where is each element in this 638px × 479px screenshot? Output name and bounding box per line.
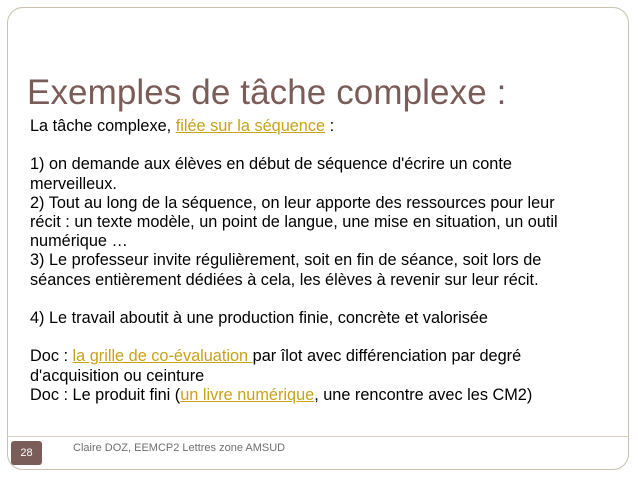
spacer [30, 136, 615, 155]
intro-text: La tâche complexe, [30, 117, 176, 135]
spacer [30, 290, 615, 309]
spacer [30, 328, 615, 347]
doc-1-line-1 [30, 347, 615, 366]
item-2-line-1: 2) Tout au long de la séquence, on leur apporte des ressources pour leur [30, 193, 555, 212]
digital-book-link[interactable]: un livre numérique [180, 385, 315, 404]
doc-2-label: Doc : Le produit fini ( [30, 385, 181, 404]
item-4: 4) Le travail aboutit à une production finie, concrète et valorisée [30, 309, 488, 327]
doc-2-line [30, 386, 615, 405]
slide-body [30, 117, 615, 405]
intro-line [30, 117, 615, 136]
item-1-line-1: 1) on demande aux élèves en début de séquence d'écrire un conte [30, 155, 512, 174]
item-2-line-3: numérique … [30, 232, 128, 251]
doc-1-text: par îlot avec différenciation par degré [252, 347, 522, 366]
co-evaluation-grid-link[interactable]: la grille de co-évaluation [72, 347, 253, 366]
sequence-link[interactable]: filée sur la séquence [175, 117, 326, 135]
slide-title: Exemples de tâche complexe : [27, 73, 507, 112]
footer-divider [7, 436, 629, 437]
item-3-line-1: 3) Le professeur invite régulièrement, soit en fin de séance, soit lors de [30, 251, 542, 270]
item-1-line-2: merveilleux. [30, 174, 117, 193]
intro-colon: : [325, 117, 335, 135]
item-2-line-2: récit : un texte modèle, un point de langue, une mise en situation, un outil [30, 213, 558, 231]
doc-2-text: , une rencontre avec les CM2) [314, 385, 533, 404]
doc-1-label: Doc : [30, 347, 73, 366]
footer-text: Claire DOZ, EEMCP2 Lettres zone AMSUD [73, 442, 286, 454]
item-3-line-2: séances entièrement dédiées à cela, les élèves à revenir sur leur récit. [30, 270, 539, 289]
doc-1-line-2: d'acquisition ou ceinture [30, 366, 205, 385]
page-number-badge: 28 [11, 441, 42, 465]
